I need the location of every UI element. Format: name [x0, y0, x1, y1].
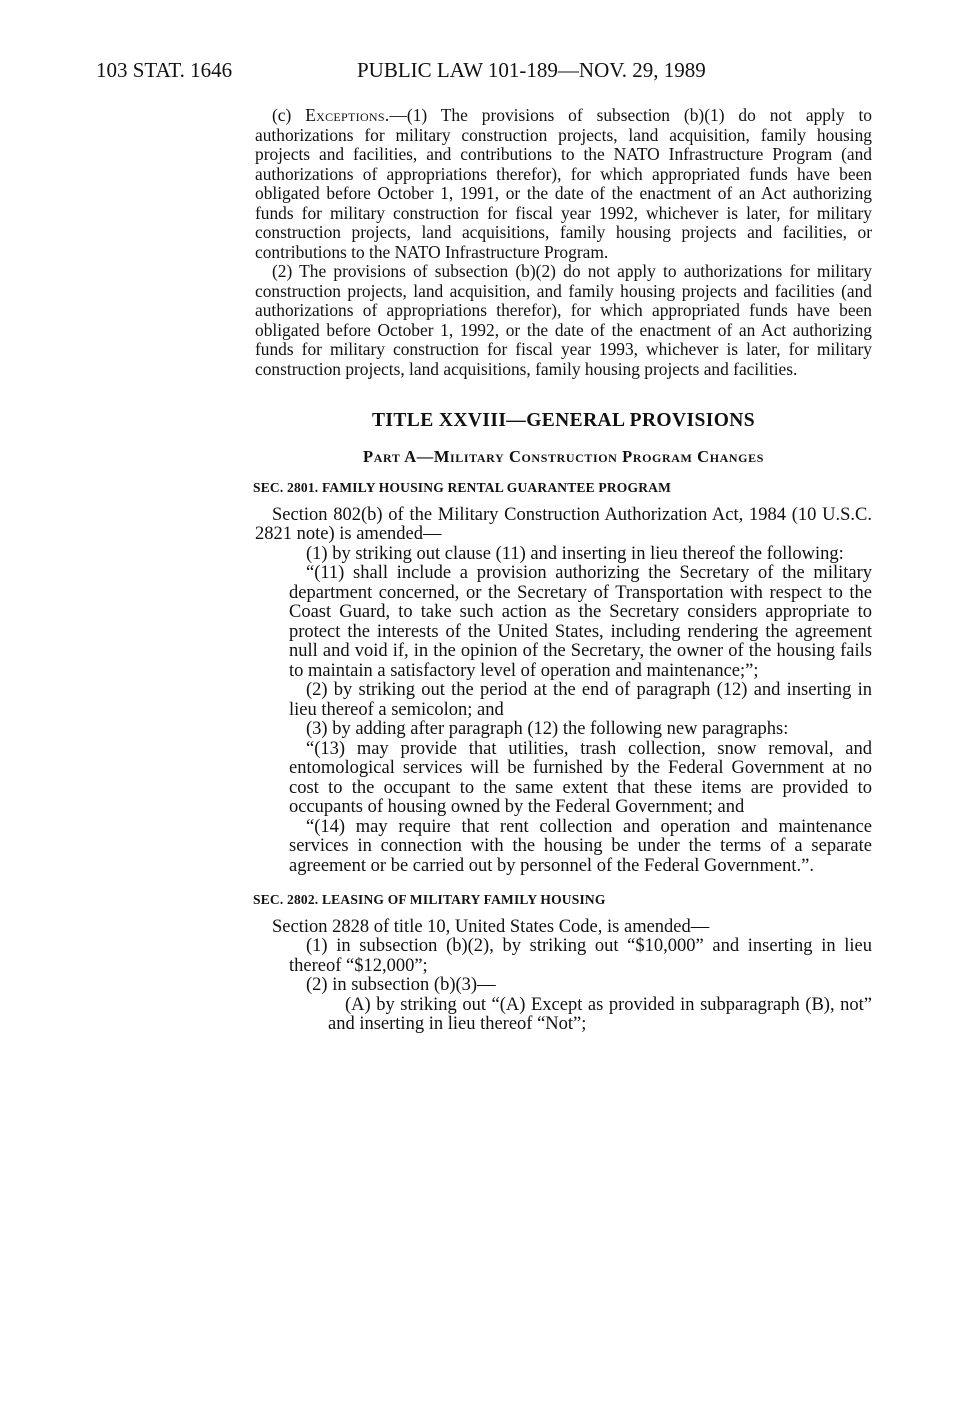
- part-heading: Part A—Military Construction Program Changes: [363, 446, 764, 466]
- public-law-citation: PUBLIC LAW 101-189—NOV. 29, 1989: [357, 58, 706, 82]
- exceptions-text-1: —(1) The provisions of subsection (b)(1) do not apply to authorizations for military construction projects, land acquisition, family housing projects and facilities, and contributions to the NATO Infrastructure Program (and authorizations of appropriations therefor), for which appropriated funds have been obligated before October 1, 1991, or the date of the enactment of an Act authorizing funds for military construction for fiscal year 1992, whichever is later, for military construction projects, land acquisitions, family housing projects and facilities, or contributions to the NATO Infrastructure Program.: [255, 105, 872, 262]
- sec-2801-quote-14: “(14) may require that rent collection and operation and maintenance services in connection with the housing be under the terms of a separate agreement or be carried out by personnel of the Federal Government.”.: [289, 816, 872, 876]
- document-body: [255, 106, 872, 1035]
- sec-2801-intro: Section 802(b) of the Military Construction Authorization Act, 1984 (10 U.S.C. 2821 note) is amended—: [255, 504, 872, 544]
- sec-2801-item-3: (3) by adding after paragraph (12) the following new paragraphs:: [306, 719, 789, 739]
- sec-2802-item-2: (2) in subsection (b)(3)—: [306, 975, 496, 995]
- sec-2801-quote-13: “(13) may provide that utilities, trash collection, snow removal, and entomological services will be furnished by the Federal Government at no cost to the occupant to the same extent that these items are provided to occupants of housing owned by the Federal Government; and: [289, 738, 872, 817]
- sec-2801-item-1: (1) by striking out clause (11) and inserting in lieu thereof the following:: [306, 543, 844, 564]
- exceptions-heading: Exceptions.: [305, 105, 390, 125]
- statute-page-number: 103 STAT. 1646: [96, 58, 233, 82]
- sec-2801-quote-11: “(11) shall include a provision authorizing the Secretary of the military department concerned, or the Secretary of Transportation with respect to the Coast Guard, to take such action as the Secretary considers appropriate to protect the interests of the United States, including rendering the agreement null and void if, in the opinion of the Secretary, the owner of the housing fails to maintain a satisfactory level of operation and maintenance;”;: [289, 563, 872, 681]
- sec-2801-item-2: (2) by striking out the period at the end of paragraph (12) and inserting in lieu thereof a semicolon; and: [289, 680, 872, 720]
- exceptions-paragraph-2: (2) The provisions of subsection (b)(2) do not apply to authorizations for military construction projects, land acquisition, and family housing projects and facilities (and authorizations of appropriations therefor), for which appropriated funds have been obligated before October 1, 1992, or the date of the enactment of an Act authorizing funds for military construction for fiscal year 1993, whichever is later, for military construction projects, land acquisitions, family housing projects and facilities.: [255, 261, 872, 379]
- sec-2802-intro: Section 2828 of title 10, United States Code, is amended—: [272, 916, 710, 937]
- title-heading: TITLE XXVIII—GENERAL PROVISIONS: [372, 410, 755, 431]
- exceptions-label: (c): [272, 105, 306, 125]
- sec-2802-item-a: (A) by striking out “(A) Except as provided in subparagraph (B), not” and inserting in lieu thereof “Not”;: [328, 994, 872, 1034]
- sec-2802-item-1: (1) in subsection (b)(2), by striking out “$10,000” and inserting in lieu thereof “$12,000”;: [289, 936, 872, 976]
- sec-2801-heading: SEC. 2801. FAMILY HOUSING RENTAL GUARANTEE PROGRAM: [253, 480, 672, 495]
- sec-2802-heading: SEC. 2802. LEASING OF MILITARY FAMILY HOUSING: [253, 892, 606, 907]
- page-header: [96, 58, 874, 88]
- exceptions-paragraph-1: [255, 106, 872, 262]
